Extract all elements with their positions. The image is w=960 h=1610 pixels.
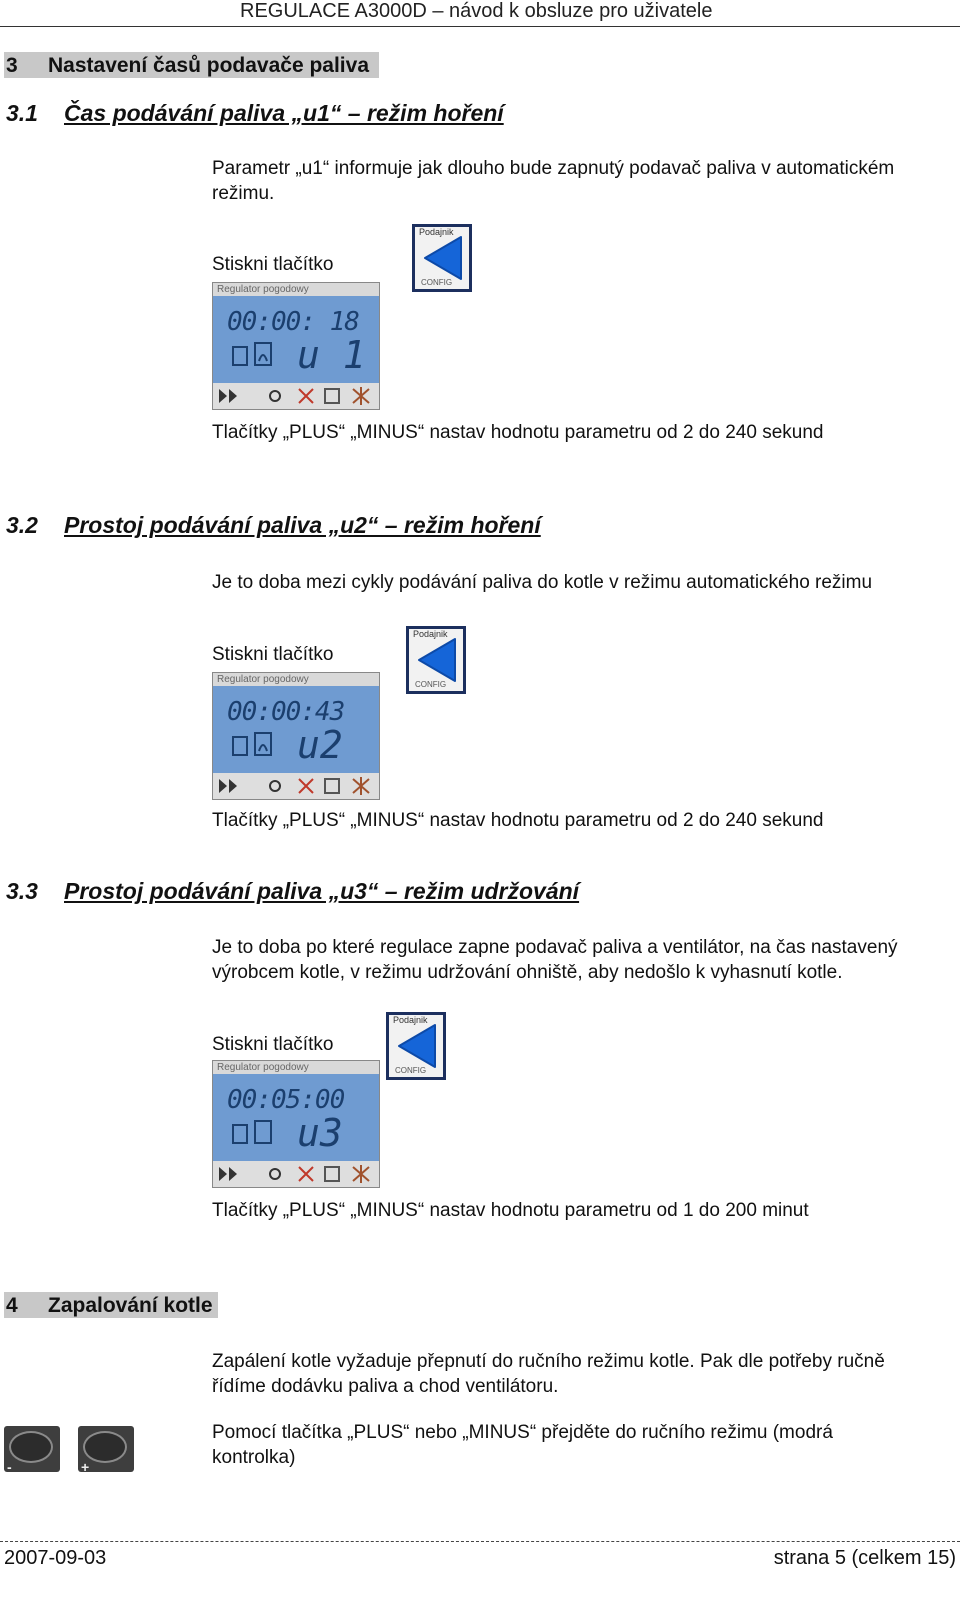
left-triangle-icon — [397, 1023, 437, 1069]
section-3-number: 3 — [6, 54, 18, 77]
plus-button-icon — [83, 1431, 127, 1463]
feeder-button-bottom-label: CONFIG — [395, 1066, 427, 1075]
section-4-paragraph-1: Zapálení kotle vyžaduje přepnutí do ručního režimu kotle. Pak dle potřeby ručně řídíme dodávku paliva a chod ventilátoru. — [212, 1351, 885, 1397]
lcd-header-text: Regulator pogodowy — [213, 1061, 379, 1074]
subsection-3-2-title: Prostoj podávání paliva „u2“ – režim hoření — [64, 512, 541, 538]
section-4-number: 4 — [6, 1294, 18, 1317]
lcd-parameter-code: u 1 — [297, 333, 366, 377]
subsection-3-3-title: Prostoj podávání paliva „u3“ – režim udržování — [64, 878, 580, 904]
left-triangle-icon — [423, 235, 463, 281]
subsection-3-3-press-label: Stiskni tlačítko — [212, 1034, 334, 1055]
lcd-parameter-code: u2 — [297, 723, 343, 767]
section-3-title: Nastavení časů podavače paliva — [48, 54, 369, 77]
section-4-paragraph-2: Pomocí tlačítka „PLUS“ nebo „MINUS“ přejděte do ručního režimu (modrá kontrolka) — [212, 1422, 833, 1468]
feeder-button-top-label: Podajnik — [419, 227, 454, 237]
minus-button-icon — [9, 1431, 53, 1463]
feeder-button-bottom-label: CONFIG — [415, 680, 447, 689]
lcd-function-icons-strip — [213, 383, 379, 409]
subsection-3-2-press-label: Stiskni tlačítko — [212, 644, 334, 665]
lcd-status-symbols-icon — [231, 339, 279, 369]
lcd-display-u3 — [212, 1060, 380, 1188]
feeder-config-button[interactable] — [412, 224, 472, 292]
subsection-3-2-instruction: Tlačítky „PLUS“ „MINUS“ nastav hodnotu parametru od 2 do 240 sekund — [212, 810, 824, 831]
section-4-title: Zapalování kotle — [48, 1294, 213, 1317]
lcd-status-symbols-icon — [231, 729, 279, 759]
feeder-button-bottom-label: CONFIG — [421, 278, 453, 287]
function-icons — [213, 383, 379, 409]
plus-button[interactable] — [78, 1426, 134, 1475]
lcd-time-readout: 00:05:00 — [227, 1085, 345, 1115]
subsection-3-3-number: 3.3 — [6, 878, 38, 904]
footer-page-number: strana 5 (celkem 15) — [773, 1547, 956, 1569]
function-icons — [213, 773, 379, 799]
subsection-3-3-instruction: Tlačítky „PLUS“ „MINUS“ nastav hodnotu parametru od 1 do 200 minut — [212, 1200, 809, 1221]
subsection-3-1-press-label: Stiskni tlačítko — [212, 254, 334, 275]
lcd-parameter-code: u3 — [297, 1111, 343, 1155]
subsection-3-1-instruction: Tlačítky „PLUS“ „MINUS“ nastav hodnotu parametru od 2 do 240 sekund — [212, 422, 824, 443]
lcd-display-u2 — [212, 672, 380, 800]
lcd-display-u1 — [212, 282, 380, 410]
minus-sign: - — [7, 1459, 12, 1475]
subsection-3-1-title: Čas podávání paliva „u1“ – režim hoření — [64, 100, 504, 126]
lcd-header-text: Regulator pogodowy — [213, 283, 379, 296]
lcd-time-readout: 00:00:43 — [227, 697, 345, 727]
function-icons — [213, 1161, 379, 1187]
lcd-header-text: Regulator pogodowy — [213, 673, 379, 686]
footer-divider — [0, 1541, 960, 1542]
feeder-button-top-label: Podajnik — [393, 1015, 428, 1025]
plus-sign: + — [81, 1459, 90, 1475]
lcd-status-symbols-icon — [231, 1117, 279, 1147]
lcd-function-icons-strip — [213, 1161, 379, 1187]
minus-button[interactable] — [4, 1426, 60, 1475]
subsection-3-1-description: Parametr „u1“ informuje jak dlouho bude zapnutý podavač paliva v automatickém režimu. — [212, 158, 895, 204]
subsection-3-2-description: Je to doba mezi cykly podávání paliva do kotle v režimu automatického režimu — [212, 572, 873, 593]
document-header-title: REGULACE A3000D – návod k obsluze pro uživatele — [240, 0, 713, 22]
lcd-time-readout: 00:00: 18 — [227, 307, 359, 337]
subsection-3-1-number: 3.1 — [6, 100, 38, 126]
feeder-config-button[interactable] — [386, 1012, 446, 1080]
feeder-button-top-label: Podajnik — [413, 629, 448, 639]
lcd-function-icons-strip — [213, 773, 379, 799]
left-triangle-icon — [417, 637, 457, 683]
footer-date: 2007-09-03 — [4, 1547, 107, 1569]
header-divider — [0, 26, 960, 27]
feeder-config-button[interactable] — [406, 626, 466, 694]
subsection-3-2-number: 3.2 — [6, 512, 38, 538]
subsection-3-3-description: Je to doba po které regulace zapne podavač paliva a ventilátor, na čas nastavený výrobcem kotle, v režimu udržování ohniště, aby nedošlo k vyhasnutí kotle. — [212, 937, 898, 983]
